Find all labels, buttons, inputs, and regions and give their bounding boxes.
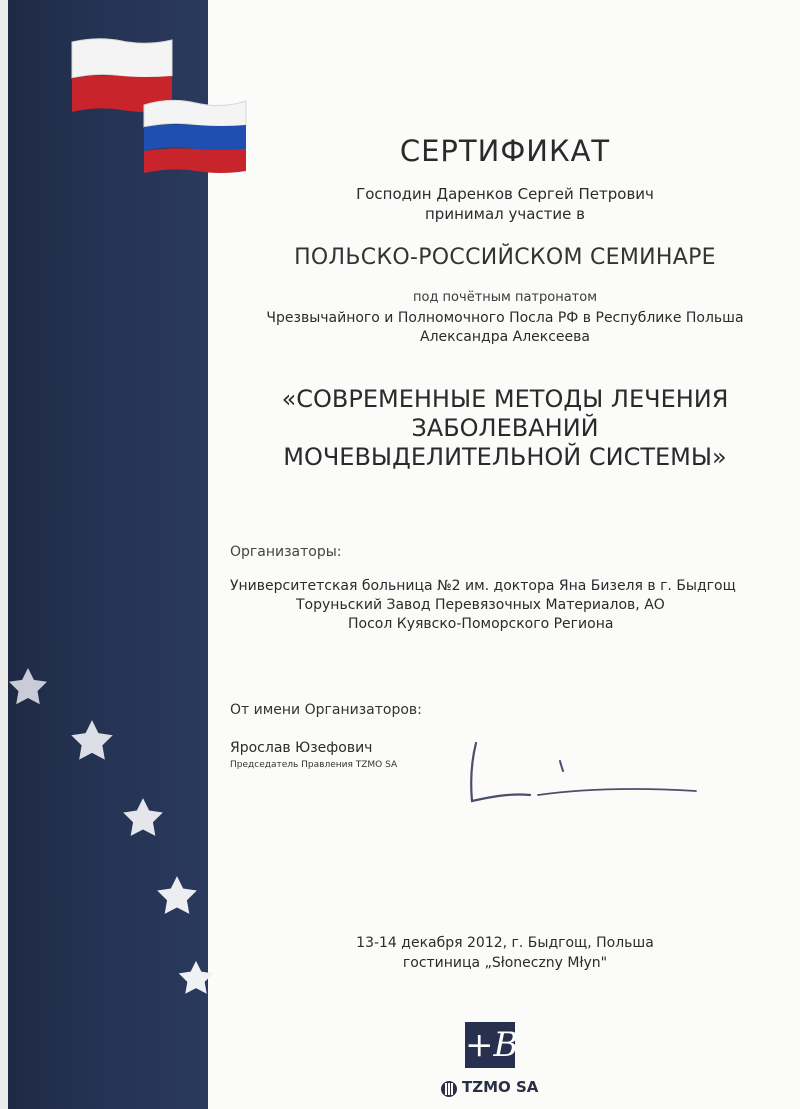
hospital-logo-icon: +B (465, 1022, 515, 1068)
organizers-label: Организаторы: (230, 544, 342, 560)
star-icon (6, 666, 50, 710)
certificate-title: СЕРТИФИКАТ (399, 134, 611, 168)
signer-title: Председатель Правления TZMO SA (230, 760, 398, 770)
seminar-title: ПОЛЬСКО-РОССИЙСКОМ СЕМИНАРЕ (294, 245, 716, 270)
seminar-topic-line: «СОВРЕМЕННЫЕ МЕТОДЫ ЛЕЧЕНИЯ (281, 385, 729, 413)
seminar-topic-line: МОЧЕВЫДЕЛИТЕЛЬНОЙ СИСТЕМЫ» (283, 443, 727, 471)
seminar-topic (210, 385, 800, 472)
event-hotel: гостиница „Słoneczny Młyn" (402, 955, 608, 971)
event-date-place: 13-14 декабря 2012, г. Быдгощ, Польша (356, 935, 654, 951)
star-icon (120, 796, 166, 842)
organizer-item: Университетская больница №2 им. доктора Яна Бизеля в г. Быдгощ (230, 578, 736, 594)
tzmo-logo-icon (440, 1080, 458, 1098)
star-icon (68, 718, 116, 766)
recipient-name: Господин Даренков Сергей Петрович (356, 185, 654, 203)
seminar-topic-line: ЗАБОЛЕВАНИЙ (411, 414, 599, 442)
organizer-item: Торуньский Завод Перевязочных Материалов, АО (296, 597, 665, 613)
ambassador-name: Александра Алексеева (420, 329, 590, 345)
handwritten-signature (460, 735, 710, 810)
page-edge (0, 0, 8, 1109)
company-name: TZMO SA (462, 1078, 539, 1096)
ambassador-title: Чрезвычайного и Полномочного Посла РФ в Республике Польша (266, 310, 744, 326)
signer-name: Ярослав Юзефович (230, 740, 373, 756)
patronage-text: под почётным патронатом (412, 290, 598, 305)
organizer-item: Посол Куявско-Поморского Региона (348, 616, 614, 632)
participation-text: принимал участие в (425, 205, 585, 223)
star-icon (154, 874, 200, 920)
on-behalf-label: От имени Организаторов: (230, 702, 422, 718)
